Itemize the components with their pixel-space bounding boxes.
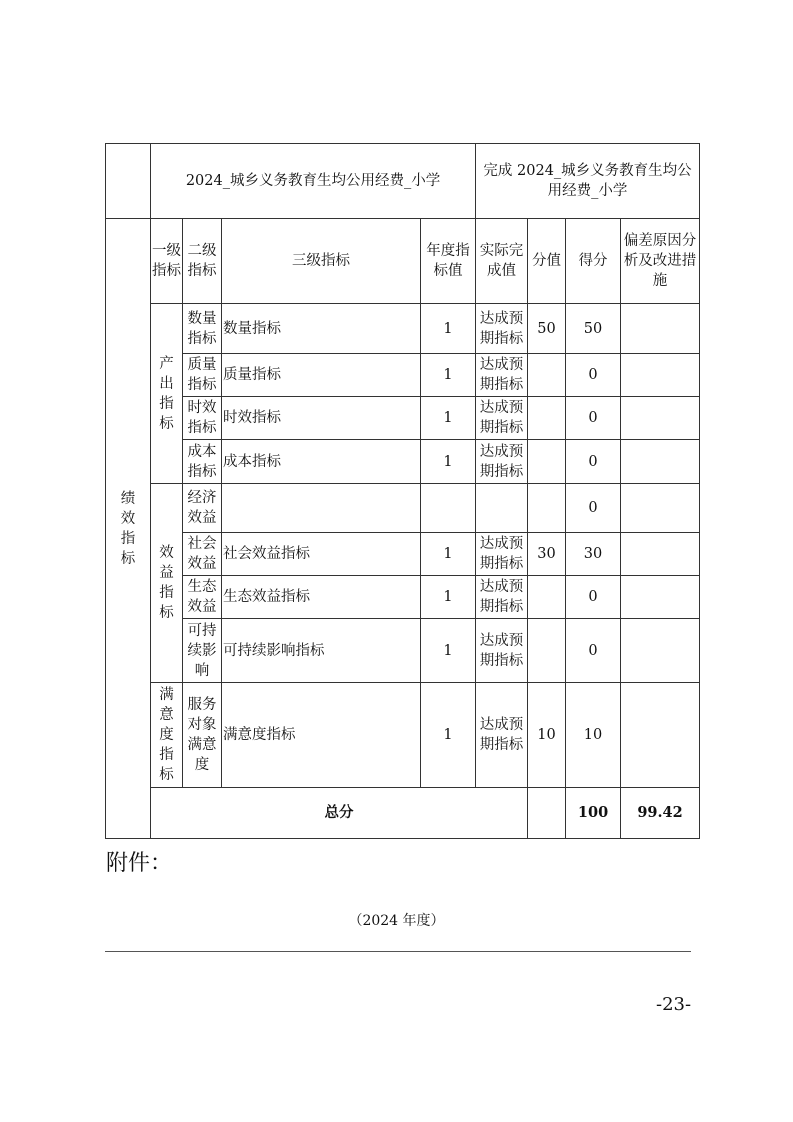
total-actual [528,788,566,839]
table-row [106,484,700,533]
target-cell: 1 [421,619,476,683]
goal-title: 完成 2024_城乡义务教育生均公用经费_小学 [476,144,700,219]
level3-cell: 成本指标 [222,440,421,484]
corner-cell [106,144,151,219]
deviation-cell [621,304,700,354]
actual-cell: 达成预期指标 [476,576,528,619]
actual-cell: 达成预期指标 [476,440,528,484]
table-row [106,683,700,788]
weight-cell [528,354,566,397]
level3-cell [222,484,421,533]
level2-cell: 数量指标 [183,304,222,354]
target-cell: 1 [421,683,476,788]
target-cell: 1 [421,440,476,484]
target-cell: 1 [421,304,476,354]
score-cell: 0 [566,576,621,619]
group-label: 产出指标 [151,304,183,484]
actual-cell: 达成预期指标 [476,533,528,576]
actual-cell [476,484,528,533]
header-annual-target: 年度指标值 [421,219,476,304]
level2-cell: 可持续影响 [183,619,222,683]
level3-cell: 满意度指标 [222,683,421,788]
weight-cell [528,440,566,484]
deviation-cell [621,533,700,576]
actual-cell: 达成预期指标 [476,683,528,788]
deviation-cell [621,619,700,683]
target-cell: 1 [421,354,476,397]
deviation-cell [621,440,700,484]
score-cell: 0 [566,440,621,484]
header-deviation: 偏差原因分析及改进措施 [621,219,700,304]
group-label: 效益指标 [151,484,183,683]
deviation-cell [621,397,700,440]
score-cell: 0 [566,397,621,440]
weight-cell [528,397,566,440]
level3-cell: 数量指标 [222,304,421,354]
page-number: -23- [656,994,692,1015]
level2-cell: 成本指标 [183,440,222,484]
level2-cell: 服务对象满意度 [183,683,222,788]
level3-cell: 可持续影响指标 [222,619,421,683]
level2-cell: 经济效益 [183,484,222,533]
score-cell: 0 [566,354,621,397]
score-cell: 30 [566,533,621,576]
year-label: （2024 年度） [348,913,445,929]
header-weight: 分值 [528,219,566,304]
level3-cell: 质量指标 [222,354,421,397]
actual-cell: 达成预期指标 [476,304,528,354]
total-weight: 100 [566,788,621,839]
actual-cell: 达成预期指标 [476,397,528,440]
target-cell [421,484,476,533]
total-label: 总分 [151,788,528,839]
deviation-cell [621,354,700,397]
weight-cell: 50 [528,304,566,354]
table-row [106,576,700,619]
score-cell: 0 [566,619,621,683]
weight-cell [528,576,566,619]
performance-table [105,143,700,839]
total-row [106,788,700,839]
header-level1: 一级指标 [151,219,183,304]
project-title: 2024_城乡义务教育生均公用经费_小学 [151,144,476,219]
actual-cell: 达成预期指标 [476,354,528,397]
target-cell: 1 [421,533,476,576]
header-score: 得分 [566,219,621,304]
target-cell: 1 [421,397,476,440]
score-cell: 50 [566,304,621,354]
level2-cell: 时效指标 [183,397,222,440]
perf-label: 绩效指标 [106,219,151,839]
deviation-cell [621,576,700,619]
level2-cell: 社会效益 [183,533,222,576]
header-actual: 实际完成值 [476,219,528,304]
group-label: 满意度指标 [151,683,183,788]
table-row [106,354,700,397]
weight-cell: 30 [528,533,566,576]
score-cell: 10 [566,683,621,788]
table-row [106,533,700,576]
level3-cell: 时效指标 [222,397,421,440]
divider [105,951,691,952]
weight-cell: 10 [528,683,566,788]
table-row [106,397,700,440]
deviation-cell [621,484,700,533]
level2-cell: 质量指标 [183,354,222,397]
table-row [106,440,700,484]
weight-cell [528,484,566,533]
target-cell: 1 [421,576,476,619]
actual-cell: 达成预期指标 [476,619,528,683]
table-row [106,304,700,354]
attachment-label: 附件： [106,851,173,876]
total-score: 99.42 [621,788,700,839]
header-level3: 三级指标 [222,219,421,304]
level3-cell: 生态效益指标 [222,576,421,619]
level2-cell: 生态效益 [183,576,222,619]
level3-cell: 社会效益指标 [222,533,421,576]
weight-cell [528,619,566,683]
table-row [106,619,700,683]
header-level2: 二级指标 [183,219,222,304]
score-cell: 0 [566,484,621,533]
deviation-cell [621,683,700,788]
